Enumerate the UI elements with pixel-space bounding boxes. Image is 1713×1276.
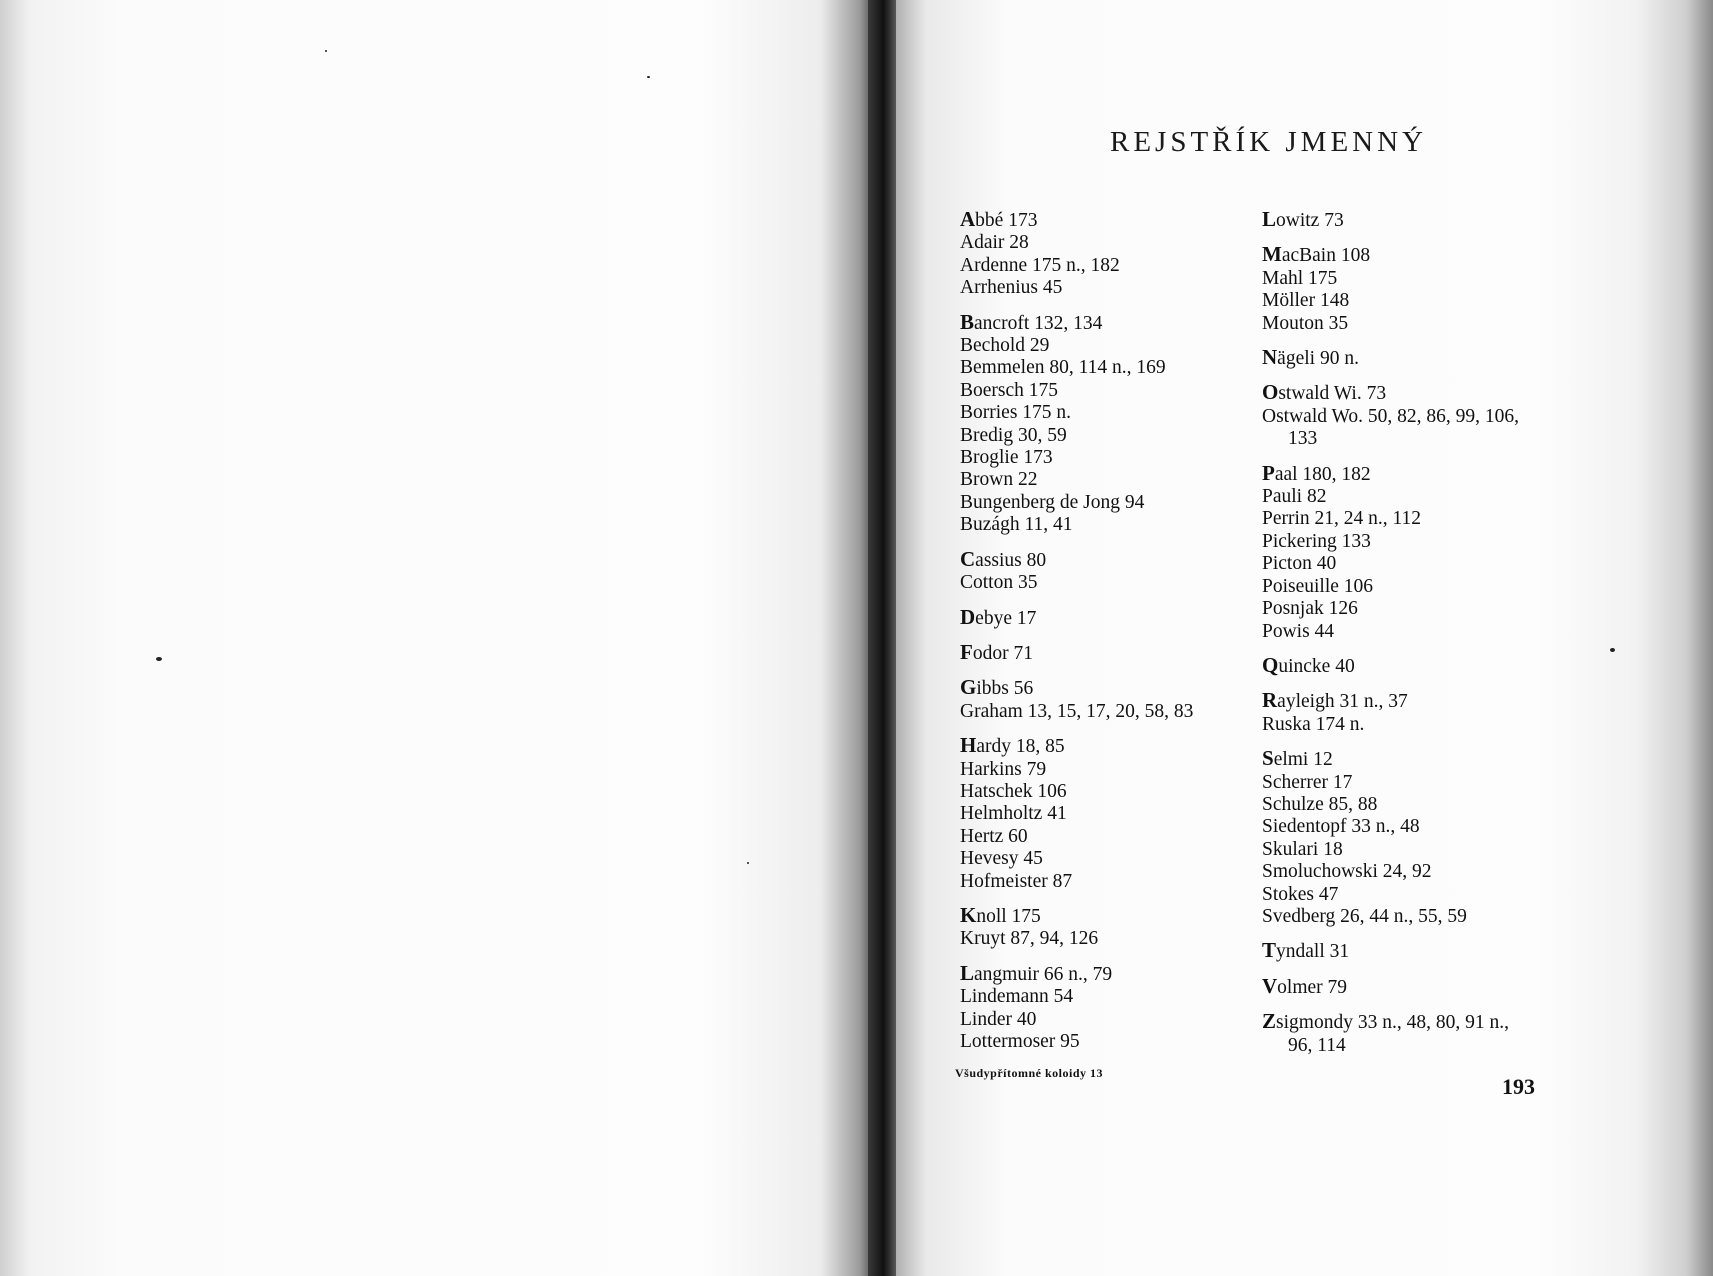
index-entry: Volmer 79 xyxy=(1262,973,1348,998)
index-entry: Hevesy 45 xyxy=(960,848,1043,870)
index-entry: Buzágh 11, 41 xyxy=(960,514,1073,536)
index-entry: Hertz 60 xyxy=(960,825,1028,847)
index-entry: Bancroft 132, 134 xyxy=(960,309,1103,334)
index-entry: Möller 148 xyxy=(1262,290,1350,312)
index-letter-group xyxy=(1262,939,1562,963)
index-entry: Adair 28 xyxy=(960,232,1029,254)
index-entry: Rayleigh 31 n., 37 xyxy=(1262,688,1408,713)
page-number: 193 xyxy=(1502,1074,1535,1099)
index-entry: Siedentopf 33 n., 48 xyxy=(1262,816,1420,838)
index-entry: Mahl 175 xyxy=(1262,267,1338,289)
index-entry: Posnjak 126 xyxy=(1262,598,1358,620)
index-entry: Abbé 173 xyxy=(960,207,1038,231)
index-entry: Pauli 82 xyxy=(1262,486,1327,508)
index-entry: Borries 175 n. xyxy=(960,402,1072,424)
index-entry: Harkins 79 xyxy=(960,758,1047,780)
index-entry: Poiseuille 106 xyxy=(1262,575,1374,597)
index-letter-group xyxy=(960,208,1250,300)
index-entry: 133 xyxy=(1288,428,1318,450)
index-entry: Bemmelen 80, 114 n., 169 xyxy=(960,357,1166,379)
index-letter-group xyxy=(960,734,1250,893)
index-letter-group xyxy=(960,676,1250,723)
index-entry: Lindemann 54 xyxy=(960,986,1074,1008)
index-entry: Zsigmondy 33 n., 48, 80, 91 n., xyxy=(1262,1009,1509,1034)
index-column-right xyxy=(1262,208,1562,1068)
index-entry: Powis 44 xyxy=(1262,620,1335,642)
index-letter-group xyxy=(1262,346,1562,370)
index-entry: Debye 17 xyxy=(960,604,1037,629)
index-entry: Kruyt 87, 94, 126 xyxy=(960,928,1099,950)
index-entry: Brown 22 xyxy=(960,469,1038,491)
index-entry: Langmuir 66 n., 79 xyxy=(960,960,1113,985)
index-entry: MacBain 108 xyxy=(1262,242,1371,267)
index-entry: Perrin 21, 24 n., 112 xyxy=(1262,508,1422,530)
index-entry: Bechold 29 xyxy=(960,335,1050,357)
index-entry: Smoluchowski 24, 92 xyxy=(1262,861,1432,883)
index-entry: Selmi 12 xyxy=(1262,746,1333,771)
index-entry: Stokes 47 xyxy=(1262,883,1339,905)
index-entry: 96, 114 xyxy=(1288,1034,1346,1056)
index-entry: Cotton 35 xyxy=(960,572,1038,594)
index-letter-group xyxy=(1262,243,1562,335)
index-entry: Arrhenius 45 xyxy=(960,277,1063,299)
index-entry: Cassius 80 xyxy=(960,546,1047,571)
index-entry: Ostwald Wo. 50, 82, 86, 99, 106, xyxy=(1262,405,1519,427)
index-entry: Ostwald Wi. 73 xyxy=(1262,380,1387,405)
index-entry: Broglie 173 xyxy=(960,447,1053,469)
index-title: REJSTŘÍK JMENNÝ xyxy=(1110,126,1427,158)
index-entry: Pickering 133 xyxy=(1262,530,1371,552)
index-entry: Hatschek 106 xyxy=(960,780,1067,802)
index-entry: Ruska 174 n. xyxy=(1262,713,1365,735)
index-entry: Scherrer 17 xyxy=(1262,771,1353,793)
index-letter-group xyxy=(1262,208,1562,232)
paper-speck xyxy=(647,76,650,78)
paper-speck xyxy=(325,50,327,52)
index-entry: Lottermoser 95 xyxy=(960,1031,1080,1052)
index-letter-group xyxy=(1262,747,1562,928)
index-entry: Skulari 18 xyxy=(1262,838,1343,860)
index-entry: Linder 40 xyxy=(960,1008,1037,1030)
index-entry: Bungenberg de Jong 94 xyxy=(960,491,1145,513)
index-letter-group xyxy=(960,606,1250,630)
index-letter-group xyxy=(960,641,1250,665)
index-entry: Bredig 30, 59 xyxy=(960,424,1067,446)
index-entry: Ardenne 175 n., 182 xyxy=(960,254,1120,276)
index-letter-group xyxy=(960,962,1250,1054)
index-letter-group xyxy=(1262,975,1562,999)
index-entry: Graham 13, 15, 17, 20, 58, 83 xyxy=(960,700,1194,722)
paper-speck xyxy=(1610,648,1615,652)
index-letter-group xyxy=(1262,689,1562,736)
signature-mark: Všudypřítomné koloidy 13 xyxy=(955,1066,1104,1080)
index-entry: Helmholtz 41 xyxy=(960,803,1067,825)
index-entry: Quincke 40 xyxy=(1262,652,1355,677)
index-entry: Boersch 175 xyxy=(960,379,1059,401)
index-entry: Picton 40 xyxy=(1262,553,1337,575)
index-entry: Mouton 35 xyxy=(1262,312,1349,334)
index-entry: Fodor 71 xyxy=(960,639,1033,664)
index-column-left xyxy=(960,208,1250,1064)
index-entry: Tyndall 31 xyxy=(1262,938,1350,963)
index-letter-group xyxy=(960,311,1250,537)
index-letter-group xyxy=(960,548,1250,595)
index-letter-group xyxy=(1262,1010,1562,1057)
index-entry: Lowitz 73 xyxy=(1262,207,1344,231)
index-entry: Hofmeister 87 xyxy=(960,870,1073,892)
index-entry: Svedberg 26, 44 n., 55, 59 xyxy=(1262,905,1467,927)
index-letter-group xyxy=(960,904,1250,951)
index-entry: Knoll 175 xyxy=(960,902,1041,927)
index-entry: Paal 180, 182 xyxy=(1262,460,1371,485)
index-letter-group xyxy=(1262,654,1562,678)
index-entry: Gibbs 56 xyxy=(960,675,1034,700)
paper-speck xyxy=(156,657,162,661)
index-letter-group xyxy=(1262,462,1562,643)
paper-speck xyxy=(747,862,749,864)
index-entry: Schulze 85, 88 xyxy=(1262,793,1378,815)
index-entry: Nägeli 90 n. xyxy=(1262,345,1359,370)
index-entry: Hardy 18, 85 xyxy=(960,733,1065,758)
index-letter-group xyxy=(1262,381,1562,450)
